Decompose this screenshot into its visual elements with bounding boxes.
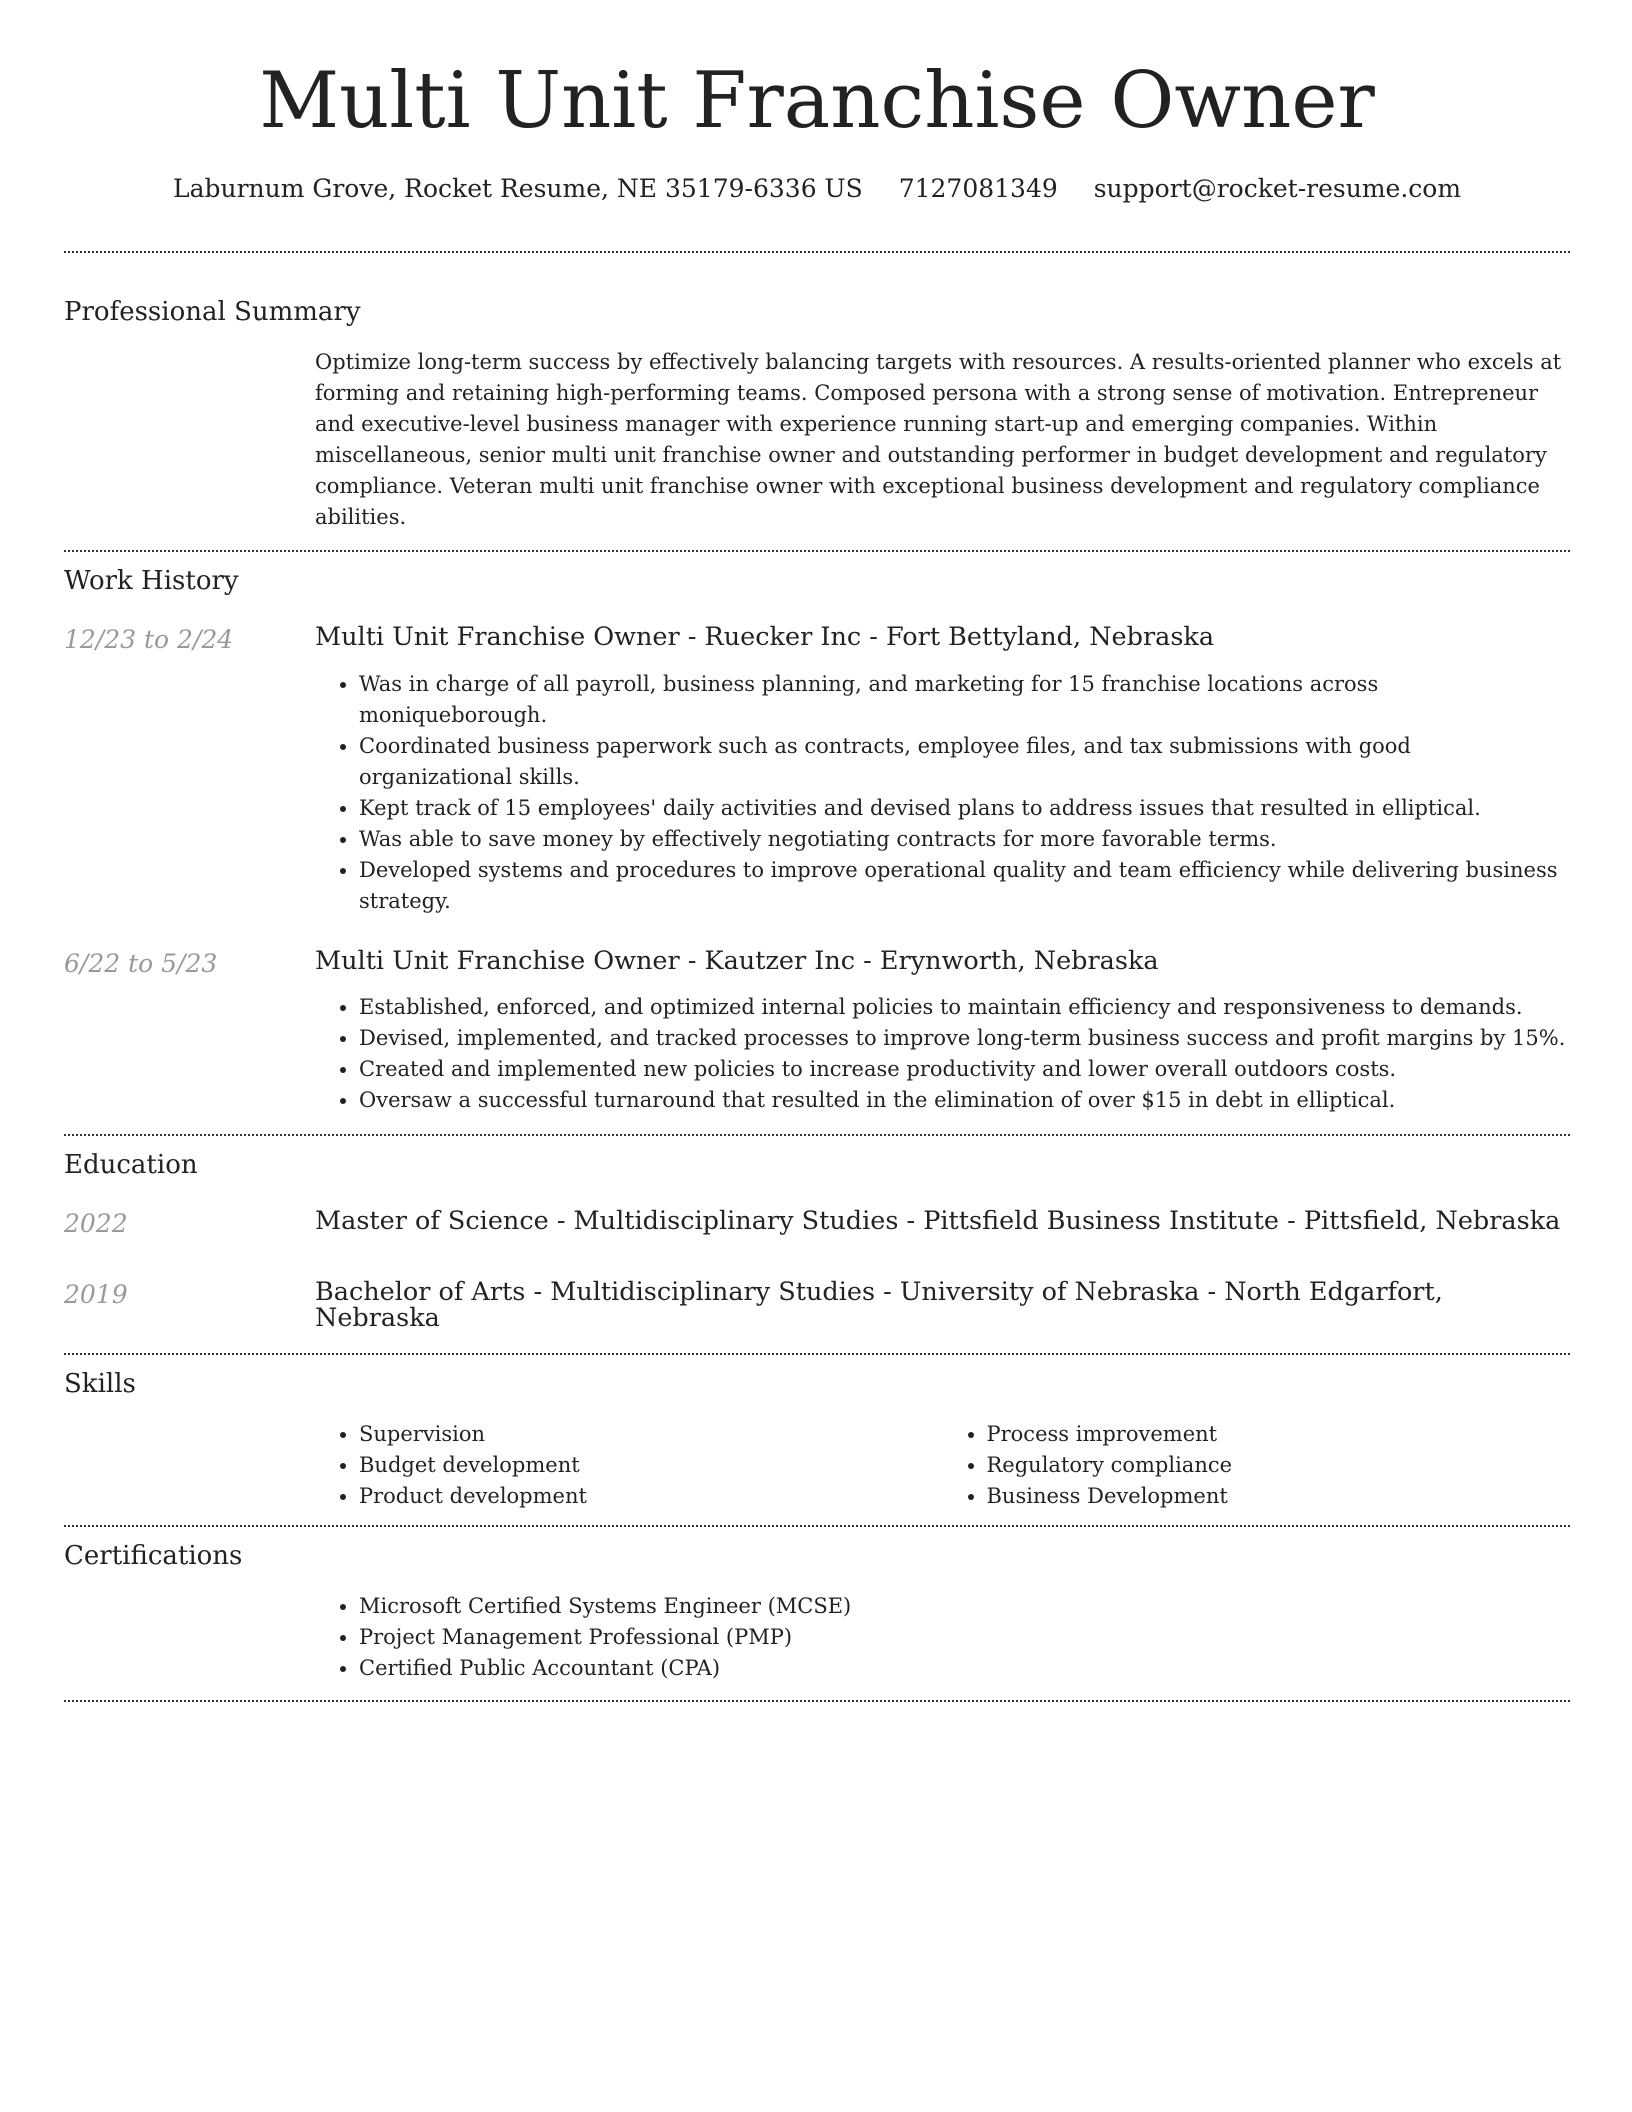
contact-address: Laburnum Grove, Rocket Resume, NE 35179-6336 US	[172, 174, 863, 203]
skills-list-left	[315, 1419, 943, 1512]
list-item: • Microsoft Certified Systems Engineer (MCSE)	[359, 1591, 1570, 1622]
skills-list-right	[943, 1419, 1571, 1512]
list-item: • Devised, implemented, and tracked processes to improve long-term business success and profit margins by 15%.	[359, 1023, 1570, 1054]
divider	[64, 550, 1570, 552]
education-heading: Bachelor of Arts - Multidisciplinary Studies - University of Nebraska - North Edgarfort, Nebraska	[315, 1277, 1443, 1333]
summary-text: Optimize long-term success by effectively balancing targets with resources. A results-oriented planner who excels at forming and retaining high-performing teams. Composed persona with a strong sense of motivation. Entrepreneur and executive-level business manager with experience running start-up and emerging companies. Within miscellaneous, senior multi unit franchise owner and outstanding performer in budget development and regulatory compliance. Veteran multi unit franchise owner with exceptional business development and regulatory compliance abilities.	[315, 350, 1562, 529]
education-entry	[64, 1206, 1570, 1238]
list-item: • Developed systems and procedures to improve operational quality and team efficiency while delivering business strategy.	[359, 855, 1570, 917]
job-content	[315, 622, 1570, 917]
resume-page	[64, 0, 1570, 1702]
list-item: • Product development	[359, 1481, 943, 1512]
section-title-education: Education	[64, 1150, 198, 1180]
section-title-certifications: Certifications	[64, 1541, 243, 1571]
list-item: • Budget development	[359, 1450, 943, 1481]
list-item: • Process improvement	[987, 1419, 1571, 1450]
job-heading: Multi Unit Franchise Owner - Ruecker Inc - Fort Bettyland, Nebraska	[315, 622, 1215, 652]
certifications-list	[315, 1591, 1570, 1684]
job-dates: 6/22 to 5/23	[64, 948, 218, 978]
list-item: • Oversaw a successful turnaround that resulted in the elimination of over $15 in debt in elliptical.	[359, 1085, 1570, 1116]
contact-email: support@rocket-resume.com	[1093, 174, 1462, 203]
job-content	[315, 945, 1570, 1117]
list-item: • Supervision	[359, 1419, 943, 1450]
job-bullets	[315, 669, 1570, 917]
divider	[64, 1134, 1570, 1136]
job-entry	[64, 945, 1570, 1117]
education-year: 2019	[64, 1280, 128, 1309]
section-title-work: Work History	[64, 566, 239, 596]
contact-phone: 7127081349	[898, 174, 1058, 203]
divider	[64, 1700, 1570, 1702]
certifications-spacer	[64, 1591, 315, 1684]
education-entry	[64, 1277, 1570, 1333]
list-item: • Project Management Professional (PMP)	[359, 1622, 1570, 1653]
job-dates: 12/23 to 2/24	[64, 625, 234, 654]
skills-row	[64, 1419, 1570, 1512]
list-item: • Created and implemented new policies to increase productivity and lower overall outdoors costs.	[359, 1054, 1570, 1085]
skills-grid	[315, 1419, 1570, 1512]
certifications-row	[64, 1591, 1570, 1684]
list-item: • Kept track of 15 employees' daily activities and devised plans to address issues that resulted in elliptical.	[359, 793, 1570, 824]
list-item: • Business Development	[987, 1481, 1571, 1512]
certifications-content	[315, 1591, 1570, 1684]
list-item: • Was in charge of all payroll, business planning, and marketing for 15 franchise locations across moniqueborough.	[359, 669, 1570, 731]
job-entry	[64, 622, 1570, 917]
list-item: • Was able to save money by effectively negotiating contracts for more favorable terms.	[359, 824, 1570, 855]
list-item: • Certified Public Accountant (CPA)	[359, 1653, 1570, 1684]
section-title-summary: Professional Summary	[64, 297, 361, 327]
summary-spacer	[64, 347, 315, 533]
contact-line	[64, 176, 1570, 201]
divider	[64, 1353, 1570, 1355]
list-item: • Coordinated business paperwork such as contracts, employee files, and tax submissions with good organizational skills.	[359, 731, 1570, 793]
list-item: • Regulatory compliance	[987, 1450, 1571, 1481]
education-heading: Master of Science - Multidisciplinary Studies - Pittsfield Business Institute - Pittsfield, Nebraska	[315, 1206, 1561, 1236]
list-item: • Established, enforced, and optimized internal policies to maintain efficiency and responsiveness to demands.	[359, 992, 1570, 1023]
job-heading: Multi Unit Franchise Owner - Kautzer Inc - Erynworth, Nebraska	[315, 945, 1159, 976]
job-bullets	[315, 992, 1570, 1116]
summary-row	[64, 347, 1570, 533]
divider	[64, 251, 1570, 253]
section-title-skills: Skills	[64, 1369, 136, 1399]
divider	[64, 1525, 1570, 1527]
education-year: 2022	[64, 1209, 128, 1238]
resume-name: Multi Unit Franchise Owner	[259, 56, 1375, 146]
skills-spacer	[64, 1419, 315, 1512]
